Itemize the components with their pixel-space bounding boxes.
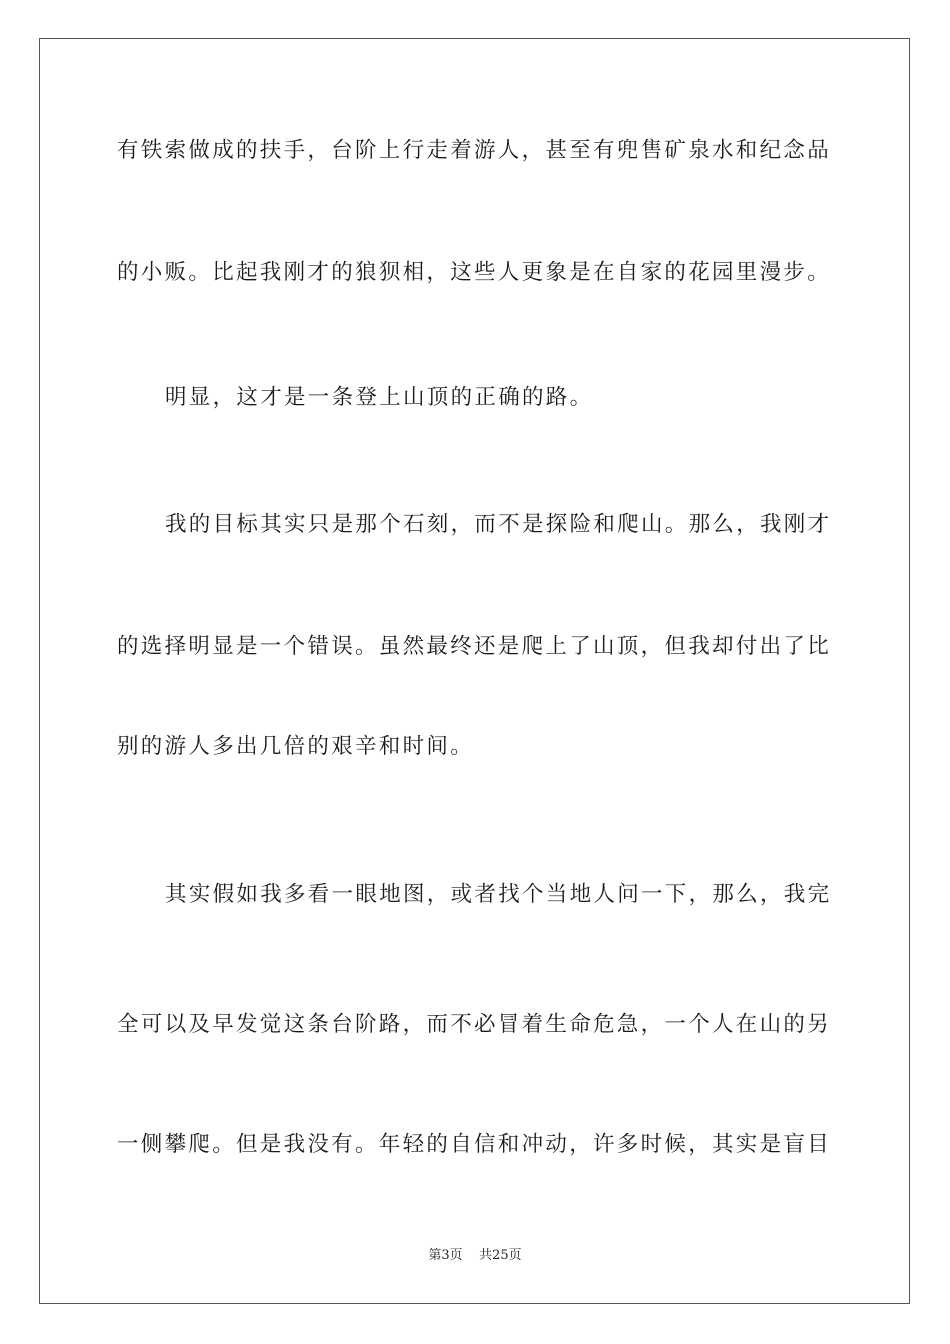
text-line-3: 明显，这才是一条登上山顶的正确的路。 <box>165 385 594 410</box>
text-line-8: 全可以及早发觉这条台阶路，而不必冒着生命危急，一个人在山的另 <box>117 1012 832 1037</box>
page-border <box>39 38 910 1304</box>
text-line-5: 的选择明显是一个错误。虽然最终还是爬上了山顶，但我却付出了比 <box>117 634 832 659</box>
text-line-7: 其实假如我多看一眼地图，或者找个当地人问一下，那么，我完 <box>165 882 832 907</box>
text-line-2: 的小贩。比起我刚才的狼狈相，这些人更象是在自家的花园里漫步。 <box>117 260 832 285</box>
page-footer <box>0 1247 950 1265</box>
text-line-1: 有铁索做成的扶手，台阶上行走着游人，甚至有兜售矿泉水和纪念品 <box>117 138 832 163</box>
text-line-9: 一侧攀爬。但是我没有。年轻的自信和冲动，许多时候，其实是盲目 <box>117 1132 832 1157</box>
text-line-4: 我的目标其实只是那个石刻，而不是探险和爬山。那么，我刚才 <box>165 512 832 537</box>
page-total: 共25页 <box>479 1248 522 1263</box>
text-line-6: 别的游人多出几倍的艰辛和时间。 <box>117 734 475 759</box>
page-number: 第3页 <box>428 1248 463 1263</box>
